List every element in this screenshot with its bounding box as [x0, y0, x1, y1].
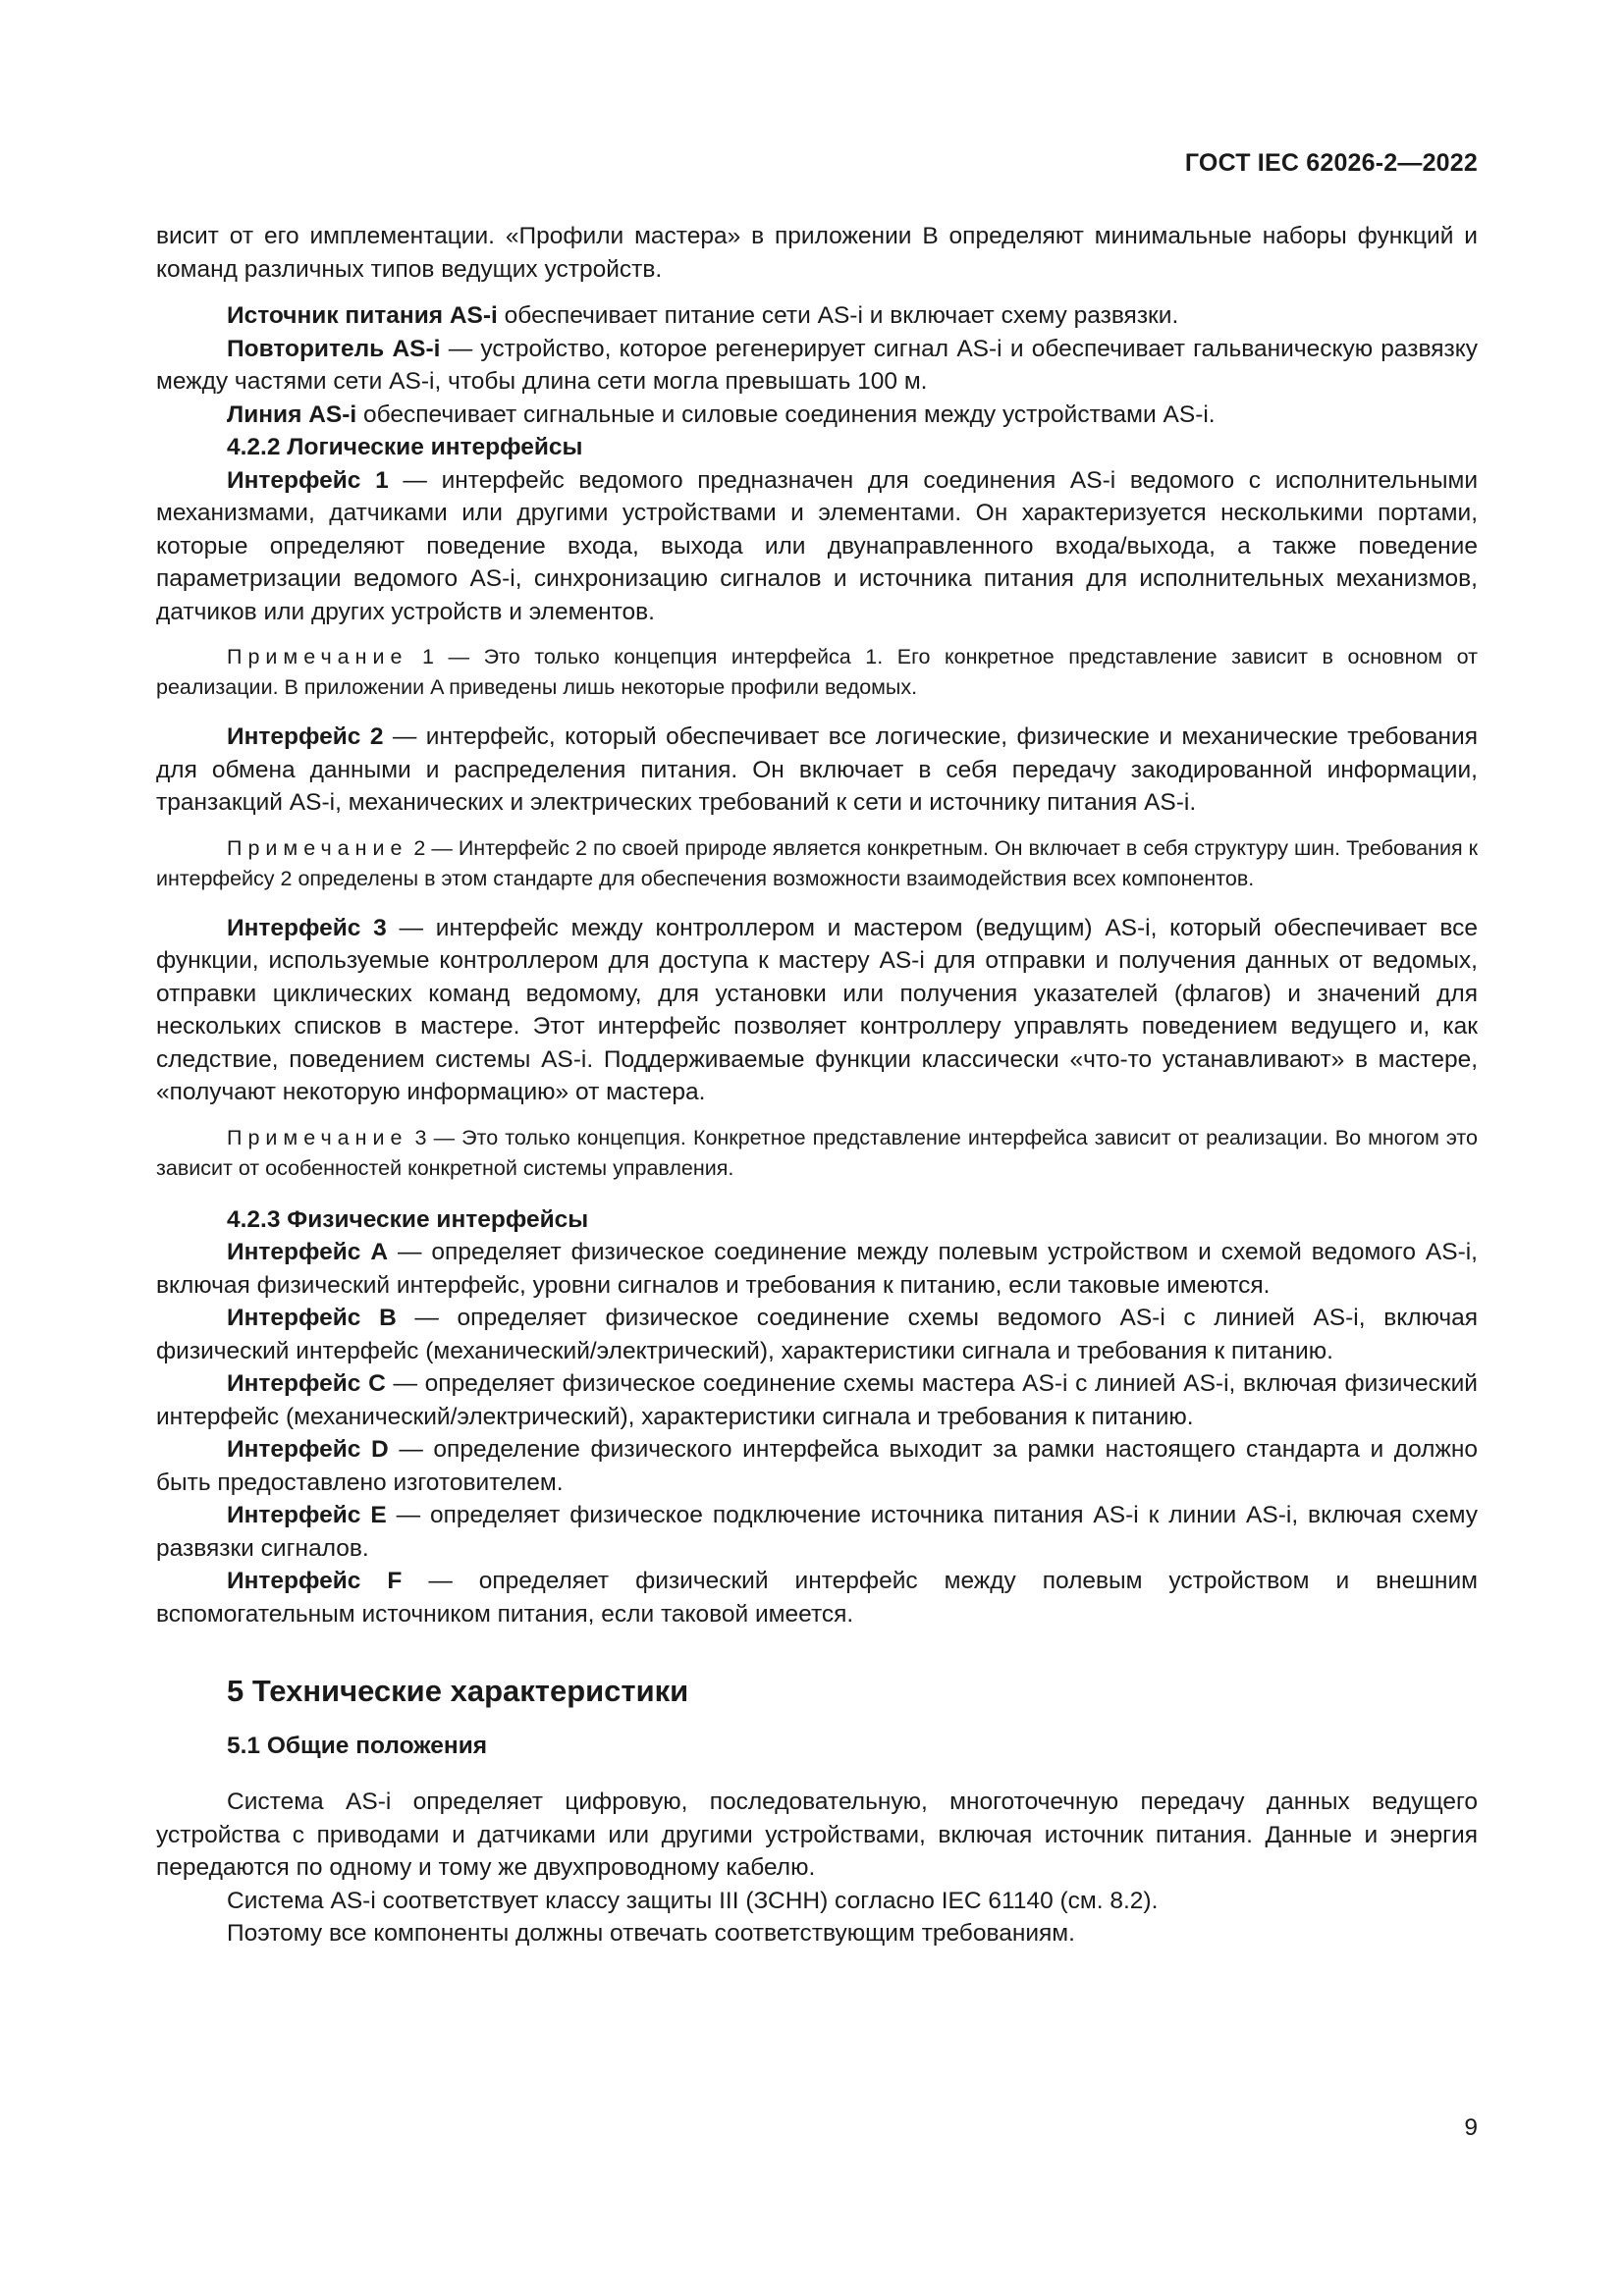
- page-number: 9: [1464, 2114, 1478, 2141]
- paragraph-continuation: висит от его имплементации. «Профили мастера» в приложении B определяют минимальные наборы функций и команд различных типов ведущих устройств.: [156, 223, 1478, 283]
- note-2-text: 2 — Интерфейс 2 по своей природе является конкретным. Он включает в себя структуру шин. Требования к интерфейсу 2 определены в этом стандарте для обеспечения возможности взаимодействия всех компонентов.: [156, 835, 1478, 890]
- term-interface-a: Интерфейс A: [227, 1239, 389, 1265]
- note-2: [156, 833, 1478, 894]
- page-content: [156, 220, 1478, 1950]
- text-repeater: — устройство, которое регенерирует сигнал AS-i и обеспечивает гальваническую развязку между частями сети AS-i, чтобы длина сети могла превышать 100 м.: [156, 335, 1478, 395]
- paragraph-interface-2: [156, 721, 1478, 820]
- paragraph-power-supply: [156, 299, 1478, 333]
- term-interface-f: Интерфейс F: [227, 1568, 403, 1594]
- term-interface-3: Интерфейс 3: [227, 914, 387, 941]
- term-power-supply: Источник питания AS-i: [227, 302, 498, 329]
- note-1-text: 1 — Это только концепция интерфейса 1. Его конкретное представление зависит в основном от реализации. В приложении A приведены лишь некоторые профили ведомых.: [156, 645, 1478, 699]
- text-interface-1: — интерфейс ведомого предназначен для соединения AS-i ведомого с исполнительными механизмами, датчиками или другими устройствами и элементами. Он характеризуется несколькими портами, которые определяют поведение входа, выхода или двунаправленного входа/выхода, а также поведение параметризации ведомого AS-i, синхронизацию сигналов и источника питания для исполнительных механизмов, датчиков или других устройств и элементов.: [156, 466, 1479, 625]
- paragraph-interface-f: [156, 1565, 1478, 1630]
- section-heading-5-1: 5.1 Общие положения: [227, 1733, 488, 1759]
- text-interface-3: — интерфейс между контроллером и мастером (ведущим) AS-i, который обеспечивает все функции, используемые контроллером для доступа к мастеру AS-i для отправки и получения данных от ведомых, отправки циклических команд ведомому, для установки или получения указателей (флагов) и значений для нескольких списков в мастере. Этот интерфейс позволяет контроллеру управлять поведением ведущего и, как следствие, поведением системы AS-i. Поддерживаемые функции классически «что-то устанавливают» в мастере, «получают некоторую информацию» от мастера.: [156, 914, 1479, 1105]
- note-1: [156, 642, 1478, 703]
- text-line: обеспечивает сигнальные и силовые соединения между устройствами AS-i.: [356, 400, 1216, 428]
- term-repeater: Повторитель AS-i: [227, 335, 441, 362]
- paragraph-interface-a: [156, 1236, 1478, 1302]
- paragraph-5-1-intro: Система AS-i определяет цифровую, последовательную, многоточечную передачу данных ведущего устройства с приводами и датчиками или другими устройствами, включая источник питания. Данные и энергия передаются по одному и тому же двухпроводному кабелю.: [156, 1789, 1478, 1881]
- term-line: Линия AS-i: [227, 400, 357, 428]
- section-heading-5: 5 Технические характеристики: [227, 1674, 689, 1708]
- term-interface-d: Интерфейс D: [227, 1436, 389, 1463]
- text-interface-a: — определяет физическое соединение между полевым устройством и схемой ведомого AS-i, включая физический интерфейс, уровни сигналов и требования к питанию, если таковые имеются.: [156, 1239, 1478, 1299]
- text-interface-f: — определяет физический интерфейс между полевым устройством и внешним вспомогательным источником питания, если таковой имеется.: [156, 1568, 1478, 1628]
- text-interface-e: — определяет физическое подключение источника питания AS-i к линии AS-i, включая схему развязки сигналов.: [156, 1502, 1478, 1562]
- text-power-supply: обеспечивает питание сети AS-i и включает схему развязки.: [497, 302, 1179, 329]
- note-3-text: 3 — Это только концепция. Конкретное представление интерфейса зависит от реализации. Во многом это зависит от особенностей конкретной системы управления.: [156, 1125, 1478, 1180]
- paragraph-interface-e: [156, 1499, 1478, 1565]
- text-interface-d: — определение физического интерфейса выходит за рамки настоящего стандарта и должно быть предоставлено изготовителем.: [156, 1436, 1478, 1496]
- note-2-label: Примечание: [227, 835, 408, 860]
- term-interface-e: Интерфейс E: [227, 1502, 387, 1528]
- paragraph-line: [156, 399, 1478, 432]
- term-interface-b: Интерфейс B: [227, 1305, 397, 1331]
- paragraph-interface-1: [156, 464, 1478, 629]
- paragraph-repeater: [156, 333, 1478, 399]
- term-interface-1: Интерфейс 1: [227, 466, 389, 494]
- note-3-label: Примечание: [227, 1125, 408, 1149]
- heading-physical-interfaces: 4.2.3 Физические интерфейсы: [227, 1205, 589, 1233]
- document-id-header: ГОСТ IEC 62026-2—2022: [1184, 149, 1478, 177]
- heading-logical-interfaces: 4.2.2 Логические интерфейсы: [227, 434, 583, 460]
- text-interface-2: — интерфейс, который обеспечивает все логические, физические и механические требования для обмена данными и распределения питания. Он включает в себя передачу закодированной информации, транзакций AS-i, механических и электрических требований к сети и источнику питания AS-i.: [156, 723, 1478, 816]
- paragraph-interface-c: [156, 1367, 1478, 1433]
- text-interface-b: — определяет физическое соединение схемы ведомого AS-i с линией AS-i, включая физический интерфейс (механический/электрический), характеристики сигнала и требования к питанию.: [156, 1305, 1478, 1364]
- paragraph-5-1-components: Поэтому все компоненты должны отвечать соответствующим требованиям.: [227, 1920, 1075, 1947]
- note-1-label: Примечание: [227, 645, 408, 668]
- text-interface-c: — определяет физическое соединение схемы мастера AS-i с линией AS-i, включая физический интерфейс (механический/электрический), характеристики сигнала и требования к питанию.: [156, 1370, 1478, 1430]
- note-3: [156, 1123, 1478, 1184]
- term-interface-2: Интерфейс 2: [227, 723, 384, 750]
- paragraph-5-1-protection: Система AS-i соответствует классу защиты III (ЗСНН) согласно IEC 61140 (см. 8.2).: [227, 1887, 1159, 1914]
- paragraph-interface-d: [156, 1433, 1478, 1499]
- paragraph-interface-b: [156, 1302, 1478, 1367]
- term-interface-c: Интерфейс C: [227, 1370, 386, 1397]
- paragraph-interface-3: [156, 912, 1478, 1109]
